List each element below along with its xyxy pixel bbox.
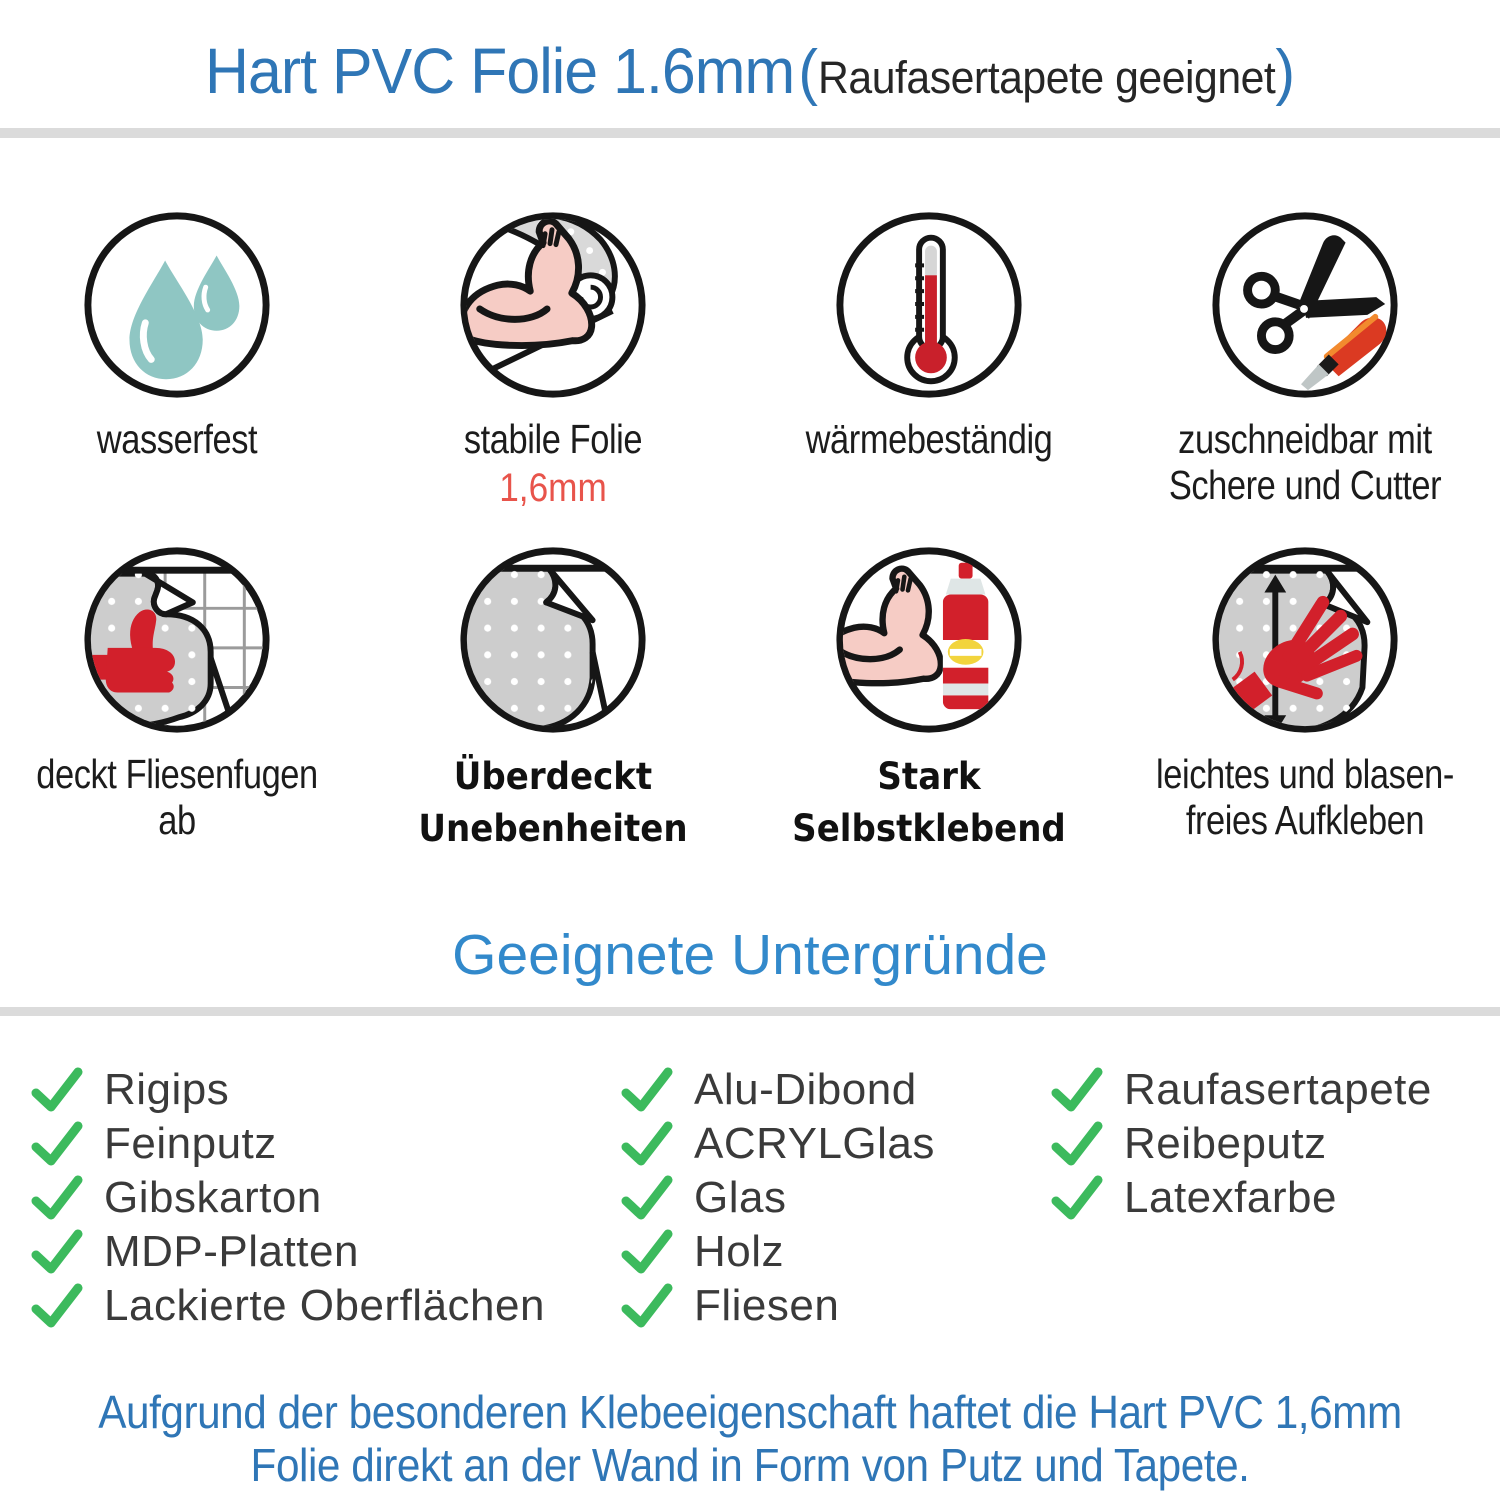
title-close-paren: ) [1275,38,1295,107]
list-item-label: ACRYLGlas [694,1119,935,1168]
substrate-column-2 [620,1063,935,1333]
list-item-label: Reibeputz [1124,1119,1327,1168]
list-item-label: MDP-Platten [104,1227,359,1276]
list-item-label: Fliesen [694,1281,840,1330]
list-item [620,1225,935,1279]
check-icon [620,1067,674,1113]
list-item [620,1171,935,1225]
scissors-cutter-icon [1206,206,1404,404]
feature-label: leichtes und blasen- freies Aufkleben [1156,751,1454,844]
muscle-arm-foil-icon [454,206,652,404]
list-item [30,1279,545,1333]
list-item-label: Rigips [104,1065,230,1114]
check-icon [620,1283,674,1329]
feature-fliesenfugen [0,541,362,844]
footer-line-2: Folie direkt an der Wand in Form von Putz und Tapete. [250,1439,1250,1492]
feature-aufkleben [1120,541,1490,844]
check-icon [30,1121,84,1167]
list-item-label: Glas [694,1173,787,1222]
list-item-label: Latexfarbe [1124,1173,1337,1222]
check-icon [1050,1121,1104,1167]
feature-label: Stark Selbstklebend [792,755,1066,850]
feature-waermebestaendig [744,206,1114,462]
list-item-label: Alu-Dibond [694,1065,917,1114]
section-heading: Geeignete Untergründe [452,923,1048,987]
list-item-label: Gibskarton [104,1173,322,1222]
muscle-glue-tube-icon [830,541,1028,739]
list-item-label: Lackierte Oberflächen [104,1281,545,1330]
footer-note [60,1386,1440,1493]
check-icon [30,1175,84,1221]
thumbs-up-tiles-icon [78,541,276,739]
list-item [30,1171,545,1225]
list-item [620,1279,935,1333]
list-item [620,1117,935,1171]
substrate-column-3 [1050,1063,1432,1225]
feature-wasserfest [0,206,362,462]
divider-middle [0,1007,1500,1016]
title-subtitle: Raufasertapete geeignet [818,52,1276,103]
list-item-label: Feinputz [104,1119,277,1168]
feature-label: deckt Fliesenfugen ab [36,751,318,844]
check-icon [1050,1067,1104,1113]
footer-line-1: Aufgrund der besonderen Klebeeigenschaft haftet die Hart PVC 1,6mm [98,1386,1402,1438]
list-item [1050,1063,1432,1117]
check-icon [620,1175,674,1221]
check-icon [620,1229,674,1275]
feature-zuschneidbar [1120,206,1490,509]
list-item [30,1225,545,1279]
feature-label: stabile Folie [463,416,643,462]
feature-label: wärmebeständig [805,416,1053,462]
check-icon [1050,1175,1104,1221]
list-item [620,1063,935,1117]
list-item-label: Holz [694,1227,785,1276]
check-icon [620,1121,674,1167]
divider-top [0,128,1500,138]
feature-stabile-folie [368,206,738,511]
feature-label: wasserfest [96,416,258,462]
feature-thickness-label: 1,6mm [499,466,607,511]
feature-unebenheiten [368,541,738,855]
list-item [1050,1171,1432,1225]
list-item-label: Raufasertapete [1124,1065,1432,1114]
hand-smoothing-icon [1206,541,1404,739]
title-open-paren: ( [798,38,819,107]
title-text: Hart PVC Folie 1.6mm [205,35,795,107]
water-drops-icon [78,206,276,404]
feature-label: zuschneidbar mit Schere und Cutter [1168,416,1442,509]
substrate-column-1 [30,1063,545,1333]
page-title [38,34,1463,108]
check-icon [30,1067,84,1113]
foil-peel-icon [454,541,652,739]
thermometer-icon [830,206,1028,404]
list-item [30,1117,545,1171]
check-icon [30,1229,84,1275]
check-icon [30,1283,84,1329]
feature-label: Überdeckt Unebenheiten [418,755,688,850]
list-item [1050,1117,1432,1171]
feature-selbstklebend [744,541,1114,855]
list-item [30,1063,545,1117]
